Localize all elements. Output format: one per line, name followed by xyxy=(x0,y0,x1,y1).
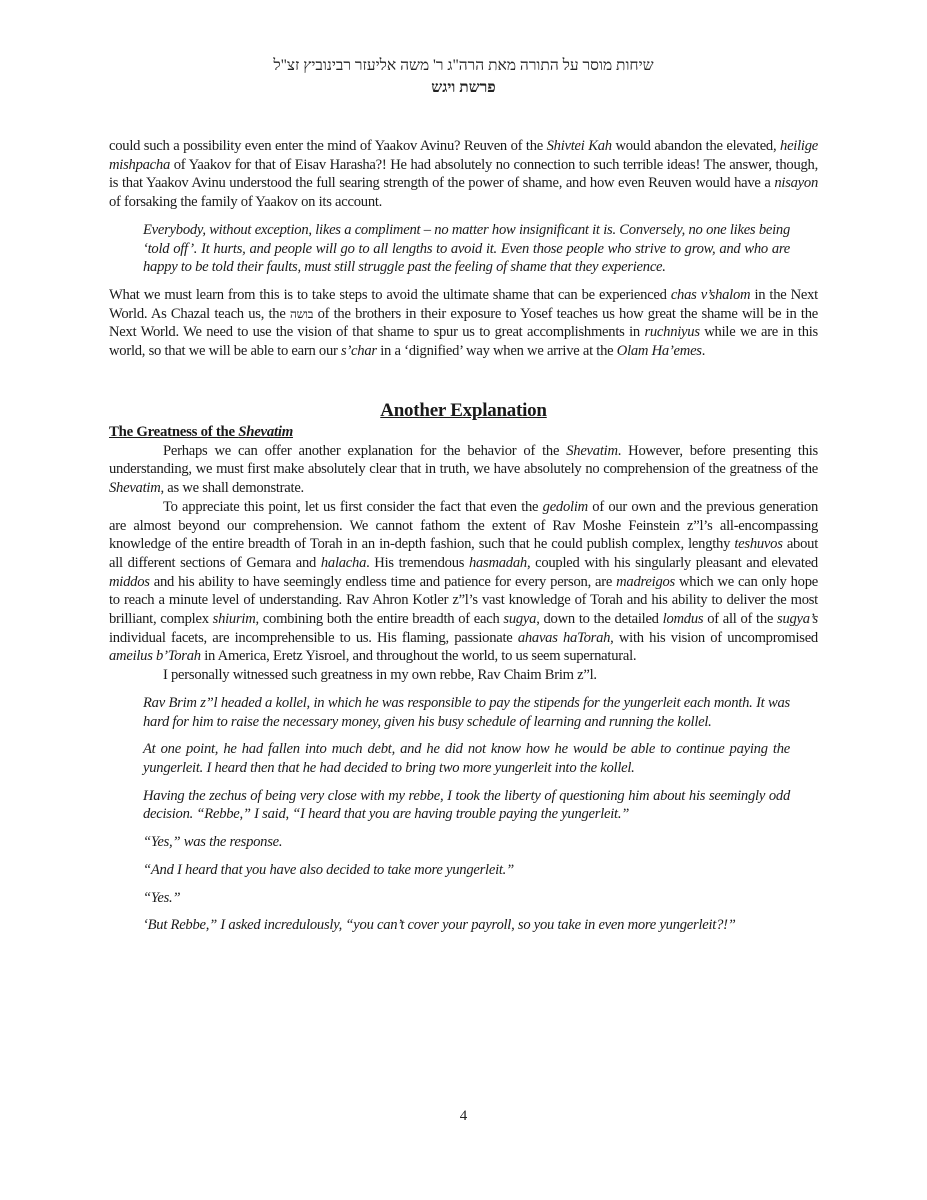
text-run: of all of the xyxy=(703,611,778,628)
italic-term: ruchniyus xyxy=(644,324,700,341)
italic-term: ameilus b’Torah xyxy=(109,648,201,665)
block-quote-paragraph xyxy=(143,916,790,935)
text-run: in America, Eretz Yisroel, and throughout the world, to us seem supernatural. xyxy=(200,648,637,665)
text-run: “And I heard that you have also decided to take more yungerleit.” xyxy=(143,861,514,878)
text-run: “Yes.” xyxy=(143,889,181,906)
italic-term: sugya’s xyxy=(777,611,818,628)
running-header xyxy=(0,55,927,99)
italic-term: shiurim xyxy=(212,611,256,628)
text-run: and his ability to have seemingly endless time and patience for every person, are xyxy=(149,573,617,590)
body-paragraph xyxy=(109,666,818,685)
italic-term: Shevatim xyxy=(109,480,161,497)
text-run: individual facets, are incomprehensible to us. His flaming, passionate xyxy=(109,629,518,646)
italic-term: lomdus xyxy=(662,611,704,628)
text-run: of the brothers in their exposure to Yosef teaches us how great the shame will be in the Next World. We need to use the vision of that shame to spur us to great accomplishments in xyxy=(109,305,818,341)
body-paragraph xyxy=(109,442,818,498)
text-run: Rav Brim z”l headed a kollel, in which he was responsible to pay the stipends for the yungerleit each month. It was hard for him to raise the necessary money, given his busy schedule of learning and running the kollel. xyxy=(143,694,790,730)
text-run: in a ‘dignified’ way when we arrive at the xyxy=(376,343,617,360)
text-run: , down to the detailed xyxy=(536,611,663,628)
document-body xyxy=(109,137,818,935)
italic-term: halacha xyxy=(320,554,367,571)
text-run: , combining both the entire breadth of each xyxy=(255,611,504,628)
text-run: Everybody, without exception, likes a compliment – no matter how insignificant it is. Conversely, no one likes being ‘told off’. It hurts, and people will go to all lengths to avoid it. Even those people who strive to grow, and who are happy to be told their faults, must still struggle past the feeling of shame that they experience. xyxy=(143,221,790,276)
italic-term: Shevatim xyxy=(566,442,618,459)
body-paragraph xyxy=(109,498,818,666)
text-run: Another Explanation xyxy=(380,399,547,421)
text-run: To appreciate this point, let us first consider the fact that even the xyxy=(163,498,543,515)
page-number: 4 xyxy=(459,1108,468,1124)
subsection-heading xyxy=(109,423,818,442)
italic-term: Shivtei Kah xyxy=(546,138,612,154)
body-paragraph xyxy=(109,137,818,212)
italic-term: sugya xyxy=(503,611,537,628)
block-quote-paragraph xyxy=(143,221,790,277)
text-run: which we can only hope to reach a minute level of understanding. Rav Ahron Kotler z”l’s vast knowledge of Torah and his ability to deliver the most brilliant, complex xyxy=(109,573,818,628)
header-book-title: שיחות מוסר על התורה מאת הרה"ג ר' משה אליעזר רבינוביץ זצ"ל xyxy=(273,57,654,74)
block-quote-paragraph xyxy=(143,833,790,852)
text-run: , with his vision of uncompromised xyxy=(610,629,818,646)
text-run: of our own and the previous generation are almost beyond our comprehension. We cannot fathom the extent of Rav Moshe Feinstein z”l’s all-encompassing knowledge of the entire breadth of Torah in an in-depth fashion, such that he could publish complex, lengthy xyxy=(109,498,818,553)
text-run: Perhaps we can offer another explanation for the behavior of the xyxy=(163,442,567,459)
text-run: What we must learn from this is to take steps to avoid the ultimate shame that can be experienced xyxy=(109,286,671,303)
text-run: . xyxy=(701,343,706,360)
text-run: . However, before presenting this understanding, we must first make absolutely clear that in truth, we have absolutely no comprehension of the greatness of the xyxy=(109,442,818,478)
block-quote-paragraph xyxy=(143,740,790,777)
text-run: , as we shall demonstrate. xyxy=(160,480,304,497)
italic-term: Olam Ha’emes xyxy=(616,343,702,360)
text-run: in the Next World. As Chazal teach us, the xyxy=(109,286,818,322)
text-run: of forsaking the family of Yaakov on its account. xyxy=(109,194,383,211)
text-run: about all different sections of Gemara and xyxy=(109,536,818,571)
italic-term: heilige mishpacha xyxy=(109,138,818,173)
text-run: while we are in this world, so that we will be able to earn our xyxy=(109,324,818,360)
block-quote-paragraph xyxy=(143,861,790,880)
italic-term: gedolim xyxy=(542,498,588,515)
italic-term: s’char xyxy=(341,343,377,360)
body-paragraph xyxy=(109,286,818,361)
italic-term: chas v’shalom xyxy=(670,286,751,303)
text-run: The Greatness of the xyxy=(109,423,239,440)
block-quote-paragraph xyxy=(143,694,790,731)
text-run: “Yes,” was the response. xyxy=(143,834,283,851)
hebrew-term: בושה xyxy=(289,306,314,321)
italic-term: Shevatim xyxy=(238,423,294,440)
block-quote-paragraph xyxy=(143,889,790,908)
text-run: , coupled with his singularly pleasant and elevated xyxy=(526,554,818,571)
text-run: I personally witnessed such greatness in my own rebbe, Rav Chaim Brim z”l. xyxy=(163,667,597,684)
italic-term: nisayon xyxy=(774,175,818,192)
text-run: Having the zechus of being very close with my rebbe, I took the liberty of questioning him about his seemingly odd decision. “Rebbe,” I said, “I heard that you are having trouble paying the yungerleit.” xyxy=(143,787,790,823)
text-run: could such a possibility even enter the mind of Yaakov Avinu? Reuven of the xyxy=(109,138,547,154)
italic-term: madreigos xyxy=(616,573,675,590)
italic-term: ahavas haTorah xyxy=(517,629,611,646)
block-quote-paragraph xyxy=(143,787,790,824)
text-run: . His tremendous xyxy=(366,554,469,571)
text-run: ‘But Rebbe,” I asked incredulously, “you can’t cover your payroll, so you take in even more yungerleit?!” xyxy=(143,917,736,934)
header-parsha-title: פרשת ויגש xyxy=(431,79,496,96)
text-run: of Yaakov for that of Eisav Harasha?! He had absolutely no connection to such terrible ideas! The answer, though, is that Yaakov Avinu understood the full searing strength of the power of shame, and how even Reuven would have a xyxy=(109,156,818,192)
italic-term: hasmadah xyxy=(468,554,527,571)
italic-term: teshuvos xyxy=(734,536,783,553)
text-run: would abandon the elevated, xyxy=(611,138,781,154)
italic-term: middos xyxy=(109,573,150,590)
section-title xyxy=(109,399,818,423)
text-run: At one point, he had fallen into much debt, and he did not know how he would be able to continue paying the yungerleit. I heard then that he had decided to bring two more yungerleit into the kollel. xyxy=(143,741,790,776)
